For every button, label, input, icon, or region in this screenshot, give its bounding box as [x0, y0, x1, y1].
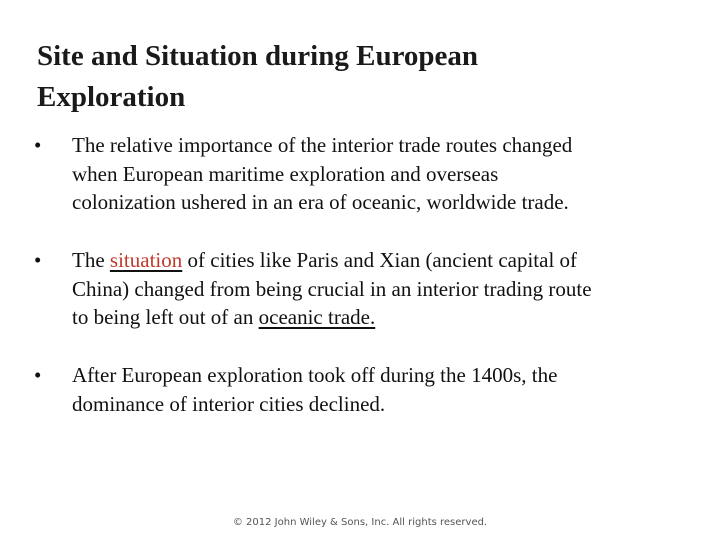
slide-title-line-1: Site and Situation during European	[37, 40, 479, 72]
bullet-2-line-3	[72, 303, 692, 332]
bullet-marker: •	[34, 363, 42, 387]
slide-title	[37, 36, 677, 118]
bullet-text-3	[72, 361, 692, 418]
bullet-marker: •	[34, 248, 42, 272]
slide-title-line-2: Exploration	[37, 81, 186, 113]
bullet-3-line-1: After European exploration took off during the 1400s, the	[72, 363, 558, 387]
situation-link[interactable]: situation	[109, 248, 183, 272]
bullet-1-line-3: colonization ushered in an era of oceanic, worldwide trade.	[72, 190, 569, 214]
bullet-text-2	[72, 246, 692, 332]
bullet-marker: •	[34, 133, 42, 157]
bullet-1-line-1: The relative importance of the interior trade routes changed	[72, 133, 573, 157]
bullet-2-line-1	[72, 246, 692, 275]
bullet-2-line-3-pre: to being left out of an	[72, 305, 259, 329]
bullet-2-line-1-post: of cities like Paris and Xian (ancient capital of	[182, 248, 578, 272]
oceanic-trade-underlined: oceanic trade.	[258, 305, 376, 329]
bullet-2-line-2: China) changed from being crucial in an interior trading route	[72, 276, 592, 301]
bullet-text-1	[72, 131, 692, 217]
bullet-2-line-1-pre: The	[72, 248, 110, 272]
bullet-1-line-2: when European maritime exploration and overseas	[72, 161, 499, 186]
copyright-footer: © 2012 John Wiley & Sons, Inc. All rights reserved.	[232, 517, 488, 528]
bullet-3-line-2: dominance of interior cities declined.	[72, 391, 386, 416]
